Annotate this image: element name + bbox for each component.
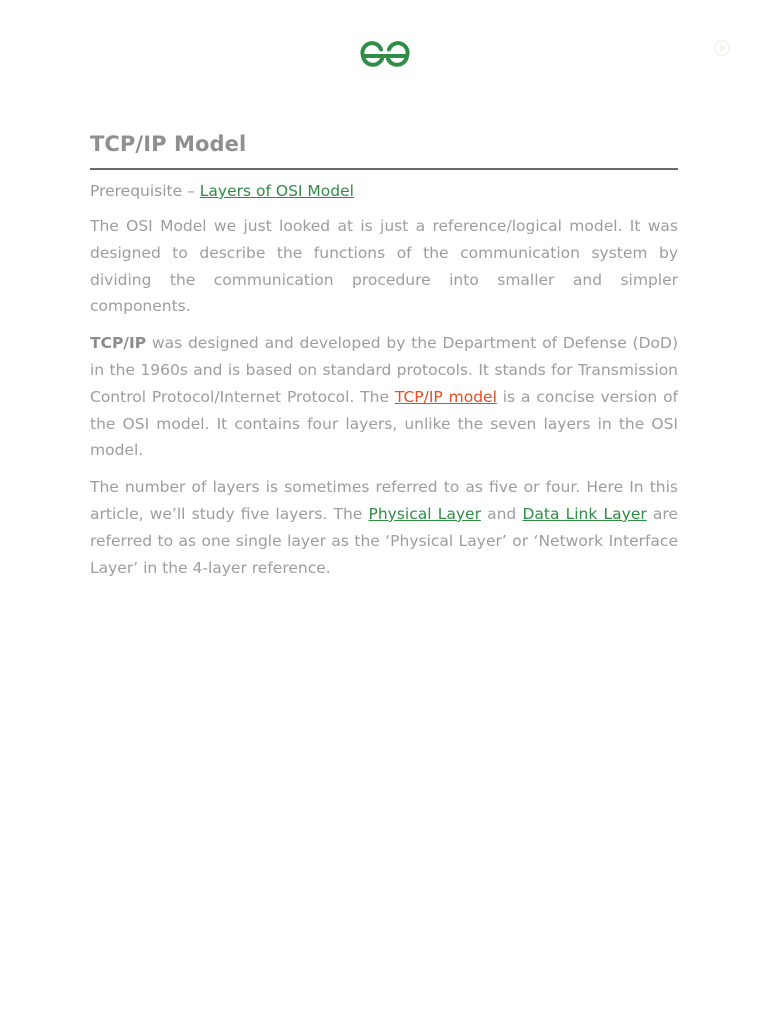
paragraph-tcpip-history [90, 330, 678, 464]
osi-layers-link[interactable]: Layers of OSI Model [199, 182, 354, 200]
paragraph2-text-a: was designed and developed by the Department of Defense (DoD) in the 1960s and is based on standard protocols. It stands for Transmission Control Protocol/Internet Protocol. The [90, 334, 678, 406]
paragraph2-text-b: is a concise version of the OSI model. It contains four layers, unlike the seven layers in the OSI model. [90, 387, 679, 460]
paragraph-layer-count [90, 474, 678, 581]
paragraph3-text-c: are referred to as one single layer as the ‘Physical Layer’ or ‘Network Interface Layer’ in the 4-layer reference. [90, 504, 678, 577]
paragraph3-text-a: The number of layers is sometimes referred to as five or four. Here In this article, we’ll study five layers. The [90, 478, 678, 523]
gfg-logo-icon-svg [357, 40, 413, 70]
paragraph3-text-b: and [480, 504, 523, 523]
prerequisite-prefix: Prerequisite – [90, 182, 200, 200]
physical-layer-link[interactable]: Physical Layer [368, 504, 481, 523]
article-title: TCP/IP Model [90, 126, 678, 170]
article-content [90, 126, 678, 581]
gfg-logo-icon[interactable] [357, 40, 413, 70]
tcpip-model-link[interactable]: TCP/IP model [394, 387, 497, 406]
data-link-layer-link[interactable]: Data Link Layer [522, 504, 647, 523]
paragraph-osi-intro: The OSI Model we just looked at is just a reference/logical model. It was designed to describe the functions of the communication system by dividing the communication procedure into smaller and simpler components. [90, 217, 678, 316]
tcpip-term: TCP/IP [90, 334, 147, 353]
theme-toggle-icon[interactable] [710, 36, 734, 60]
theme-toggle-icon-svg [710, 36, 734, 60]
site-header [0, 0, 768, 100]
prerequisite-line [90, 179, 678, 203]
